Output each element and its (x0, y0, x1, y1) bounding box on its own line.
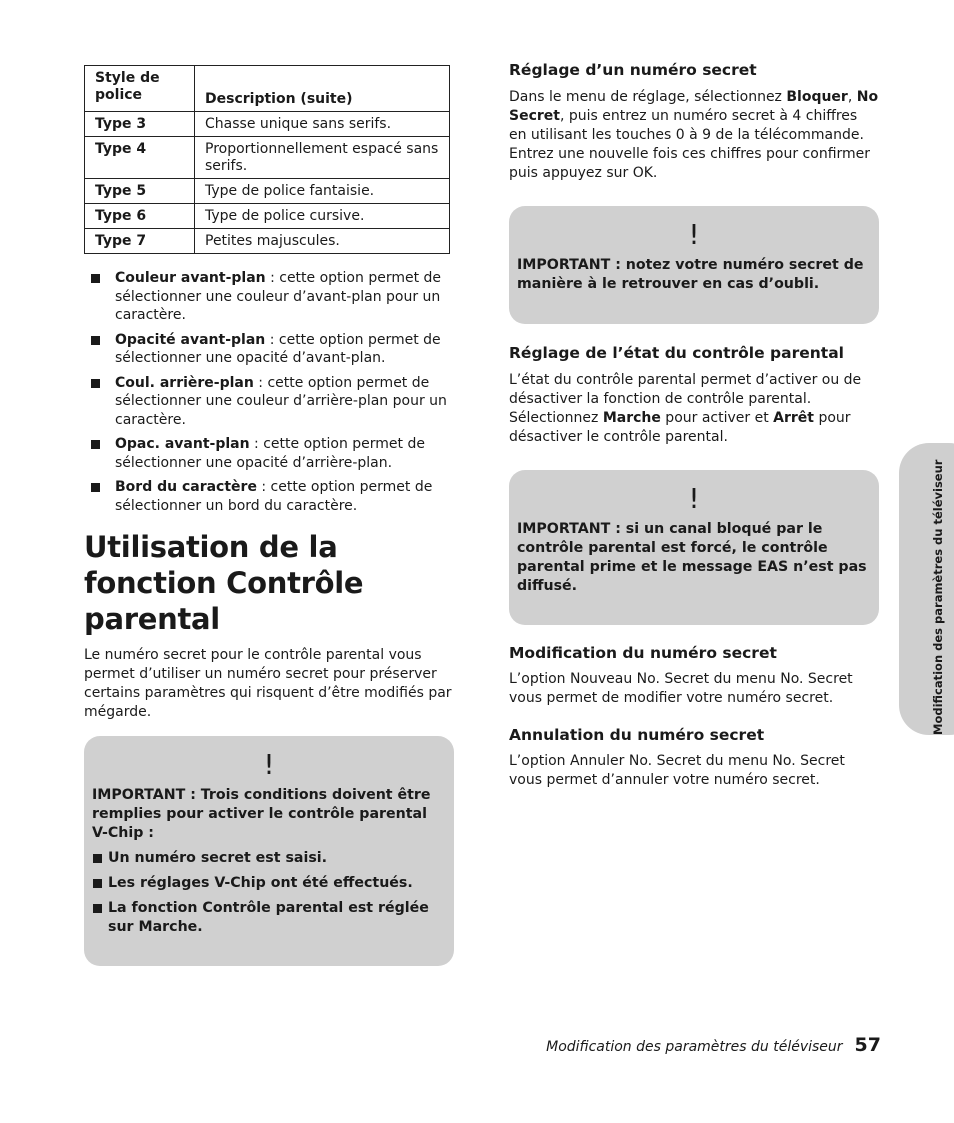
page-number: 57 (854, 1034, 881, 1056)
heading-set-secret: Réglage d’un numéro secret (509, 61, 757, 79)
text-span: pour désactiver le contrôle parental. (509, 410, 851, 445)
square-bullet-icon (91, 440, 100, 449)
list-item (92, 849, 446, 868)
left-column (84, 65, 454, 966)
exclamation-icon: ! (688, 218, 700, 251)
text-span: pour activer et (660, 410, 774, 426)
table-cell-type: Type 3 (85, 112, 195, 137)
table-cell-description: Chasse unique sans serifs. (195, 112, 450, 137)
condition-text: Un numéro secret est saisi. (108, 850, 328, 866)
section-intro: Le numéro secret pour le contrôle parental vous permet d’utiliser un numéro secret pour préserver certains paramètres qui risquent d’être modifiés par mégarde. (84, 647, 452, 720)
list-item (84, 478, 454, 515)
text-span: L’état du contrôle parental permet d’activer ou de désactiver la fonction de contrôle parental. Sélectionnez (509, 372, 862, 426)
table-cell-description: Type de police fantaisie. (195, 179, 450, 204)
bold-term: Arrêt (773, 410, 814, 426)
option-text: : cette option permet de sélectionner un bord du caractère. (115, 479, 433, 514)
square-bullet-icon (93, 854, 102, 863)
text-span: , puis entrez un numéro secret à 4 chiffres en utilisant les touches 0 à 9 de la télécommande. Entrez une nouvelle fois ces chiffres pour confirmer puis appuyez sur OK. (509, 108, 871, 181)
table-cell-type: Type 5 (85, 179, 195, 204)
option-text: : cette option permet de sélectionner une opacité d’arrière-plan. (115, 436, 425, 471)
bold-term: Marche (602, 410, 661, 426)
list-item (92, 899, 446, 937)
important-note-conditions (84, 736, 454, 966)
condition-text: Les réglages V-Chip ont été effectués. (108, 875, 413, 891)
table-header-description: Description (suite) (195, 66, 450, 112)
condition-text: La fonction Contrôle parental est réglée sur Marche. (108, 900, 429, 935)
paragraph-parental-state (509, 371, 879, 447)
bold-term: No Secret (509, 89, 879, 124)
table-row (85, 229, 450, 254)
list-item (92, 874, 446, 893)
square-bullet-icon (91, 483, 100, 492)
note-text: IMPORTANT : Trois conditions doivent être remplies pour activer le contrôle parental V-Chip : (92, 787, 431, 841)
text-span: Dans le menu de réglage, sélectionnez (509, 89, 787, 105)
option-text: : cette option permet de sélectionner une opacité d’avant-plan. (115, 331, 441, 366)
table-row (85, 179, 450, 204)
square-bullet-icon (91, 274, 100, 283)
paragraph-cancel-secret: L’option Annuler No. Secret du menu No. Secret vous permet d’annuler votre numéro secret. (509, 753, 845, 788)
font-style-table (84, 65, 450, 254)
chapter-side-tab-label: Modification des paramètres du téléviseur (931, 459, 945, 735)
table-row (85, 137, 450, 179)
option-text: : cette option permet de sélectionner une couleur d’arrière-plan pour un caractère. (115, 374, 447, 428)
square-bullet-icon (93, 904, 102, 913)
note-text: IMPORTANT : notez votre numéro secret de manière à le retrouver en cas d’oubli. (517, 257, 864, 292)
exclamation-icon: ! (263, 748, 275, 781)
heading-parental-state: Réglage de l’état du contrôle parental (509, 344, 844, 362)
note-text: IMPORTANT : si un canal bloqué par le contrôle parental est forcé, le contrôle parental prime et le message EAS n’est pas diffusé. (517, 521, 867, 594)
option-list (84, 269, 454, 515)
list-item (84, 435, 454, 472)
bold-term: Bloquer (786, 89, 848, 105)
list-item (84, 374, 454, 430)
condition-list (92, 849, 446, 937)
square-bullet-icon (91, 379, 100, 388)
text-span: , (847, 89, 857, 105)
option-term: Opacité avant-plan (115, 331, 266, 348)
table-cell-description: Petites majuscules. (195, 229, 450, 254)
section-title: Utilisation de la fonction Contrôle parental (84, 530, 364, 636)
table-cell-type: Type 6 (85, 204, 195, 229)
heading-cancel-secret: Annulation du numéro secret (509, 726, 765, 744)
square-bullet-icon (93, 879, 102, 888)
exclamation-icon: ! (688, 482, 700, 515)
important-note-eas (509, 470, 879, 625)
option-text: : cette option permet de sélectionner une couleur d’avant-plan pour un caractère. (115, 270, 442, 323)
table-header-row (85, 66, 450, 112)
square-bullet-icon (91, 336, 100, 345)
heading-modify-secret: Modification du numéro secret (509, 644, 777, 662)
table-row (85, 204, 450, 229)
paragraph-modify-secret: L’option Nouveau No. Secret du menu No. Secret vous permet de modifier votre numéro secret. (509, 671, 853, 706)
page-footer (546, 1034, 881, 1056)
list-item (84, 331, 454, 368)
table-header-style: Style de police (85, 66, 195, 112)
list-item (84, 269, 454, 325)
option-term: Coul. arrière-plan (115, 374, 254, 391)
table-cell-description: Proportionnellement espacé sans serifs. (195, 137, 450, 179)
table-cell-description: Type de police cursive. (195, 204, 450, 229)
option-term: Couleur avant-plan (115, 270, 266, 286)
footer-title: Modification des paramètres du téléviseur (546, 1039, 843, 1055)
right-column (509, 60, 879, 790)
option-term: Opac. avant-plan (115, 436, 250, 452)
important-note-remember (509, 206, 879, 324)
table-row (85, 112, 450, 137)
table-cell-type: Type 7 (85, 229, 195, 254)
option-term: Bord du caractère (115, 479, 257, 495)
paragraph-set-secret (509, 88, 879, 183)
table-cell-type: Type 4 (85, 137, 195, 179)
